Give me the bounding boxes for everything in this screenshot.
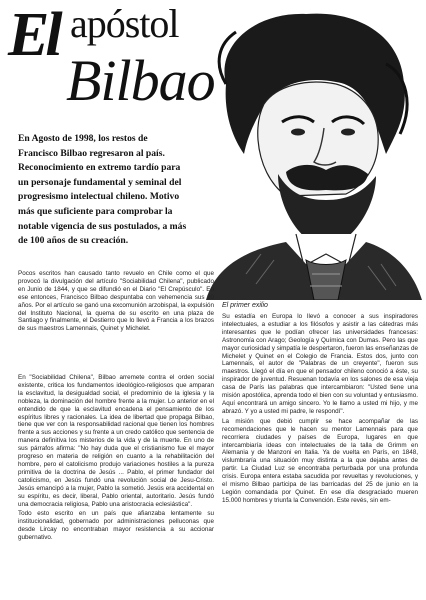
column-left-top — [18, 270, 214, 335]
lead-paragraph — [18, 132, 188, 249]
portrait-illustration — [186, 4, 422, 300]
body-paragraph: Su estadía en Europa lo llevó a conocer a sus inspiradores intelectuales, a estudiar a los filósofos y asistir a las cátedras más interesantes que le podían ofrecer las universidades francesas: Astronomía con Arago; Geología y Química con Dumas. Pero las que mayor curiosidad y simpatía le despertaron, fueron las enseñanzas de Michelet y Quinet en el Colegio de Francia. Estos dos, junto con Lamennais, el autor de "Palabras de un creyente", fueron sus maestros. Llegó el día en que el pensador chileno conoció a éste, su inspirador de juventud. Resuenan todavía en los salones de esa vieja casa de París las palabras que intercambiaron: "Usted tiene una misión apostólica, aprenda todo el bien con su voluntad y entusiasmo. Aquí encontrará un amigo sincero. Yo le llamo a usted mi hijo, y me abrazó. Y yo a usted mi padre, le respondí". — [222, 313, 419, 415]
intro-paragraph: Pocos escritos han causado tanto revuelo en Chile como el que provocó la divulgación del artículo "Sociabilidad Chilena", publicado en Junio de 1844, y que se difundió en el Diario "El Crepúsculo". En ese entonces, Francisco Bilbao despuntaba con vehemencia sus 20 años. Por el artículo se ganó una excomunión arzobispal, la expulsión del Instituto Nacional, la quema de su escrito en una plaza de Santiago y finalmente, el Destierro que lo llevó a Francia a los brazos de sus maestros Lamennais, Quinet y Michelet. — [18, 270, 214, 333]
body-paragraph: La misión que debió cumplir se hace acompañar de las recomendaciones que le hacen su mentor Lamennais para que recorriera ciudades y países de Europa, lugares en que intercambiaría ideas con intelectuales de la talla de Grimm en Alemania y de Manzoni en Italia. Ya de vuelta en París, en 1848, vislumbraría una situación muy distinta a la que dejaba antes de partir. La Ciudad Luz se encontraba perturbada por una profunda crisis. Europa entera estaba sacudida por revueltas y revoluciones, y el mismo Bilbao participa de las barricadas del 25 de junio en la Legión comandada por Quinet. En ese día desgraciado mueren 15.000 hombres y triunfa la Convención. Este revés, sin em- — [222, 417, 418, 504]
image-caption: El primer exilio — [222, 302, 268, 309]
title-bilbao: Bilbao — [66, 48, 215, 113]
body-paragraph: Todo esto escrito en un país que afianzaba lentamente su institucionalidad, gobernado por administraciones pelluconas que desde Lircay no encontraban mayor resistencia a su accionar gubernativo. — [18, 510, 214, 542]
column-left-bottom — [18, 374, 214, 544]
body-paragraph: En "Sociabilidad Chilena", Bilbao arremete contra el orden social existente, critica los fundamentos ideológico-religiosos que amparan la esclavitud, la desigualdad social, el predominio de la iglesia y la nobleza, la dominación del hombre frente a la mujer. Lo anterior en el entendido de que la esclavitud encadena el pensamiento de los espíritus libres y racionales. La idea de libertad que propaga Bilbao, tiene que ver con la responsabilidad racional que tienen los hombres frente a sus acciones y su frente a un credo católico que sentencia de manera definitiva los misterios de la vida y de la muerte. En uno de sus párrafos afirma: "No hay duda que el cristianismo fue el mayor progreso en materia de religión en cuanto a la rehabilitación del hombre, pero el catolicismo produjo variaciones hostiles a la pureza primitiva de la doctrina de Jesús ... Pablo, el primer fundador del catolicismo, en Jesús fundó una revolución social de Jesu-Cristo. Jesús emancipó a la mujer, Pablo la sometió. Jesús era accidental en su espíritu, es decir, liberal, Pablo oriental, autoritario. Jesús fundó una democracia religiosa, Pablo una aristocracia eclesiástica". — [18, 374, 214, 508]
column-right — [222, 313, 418, 507]
lead-text: En Agosto de 1998, los restos de Francisco Bilbao regresaron al país. Reconocimiento en extremo tardío para un personaje fundamental y seminal del progresismo intelectual chileno. Motivo más que suficiente para comprobar la notable vigencia de sus postulados, a más de 100 años de su creación. — [18, 133, 187, 247]
title-el: El — [8, 1, 59, 69]
title-apostol: apóstol — [70, 1, 179, 46]
